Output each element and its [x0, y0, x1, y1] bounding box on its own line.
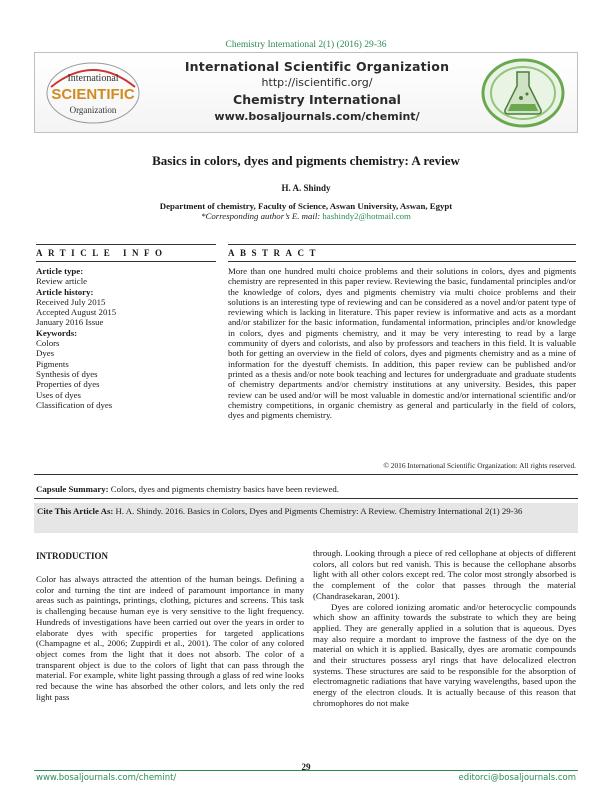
- page-number: 29: [301, 762, 311, 772]
- keyword-item: Classification of dyes: [36, 399, 113, 410]
- abstract-text: More than one hundred multi choice problems and their solutions in colors, dyes and pigments chemistry are represented in this paper review. Reviewing the basic, fundamental principles and/or the knowledge of colors, dyes and pigments chemistry via multi choice problems and their solutions is an interesting type of reviewing and can be considered as a novel and/or patent type of reviewing which is lacking in literature. This paper review is informative and acts as a mordant and/or stabilizer for the basic information, fundamental information, principles and/or knowledge in colors, dyes and pigments chemistry, and it may be very interesting to read by a large community of dyers and colorists, and also by professors and teachers in this field. It is valuable both for getting an overview in the field of colors, dyes and pigments chemistry and as a mine of information for the dyestuff chemists. In addition, this paper review can be published and/or printed as a thesis and/or note book teaching and lectures for undergraduate and graduate students of chemistry departments and/or chemistry institutions at any university. Besides, this paper review can be used and/or will be most valuable in domestic and/or international scientific and/or chemistry competitions, in organic chemistry as general and particularly in the field of colors, dyes and pigments chemistry.: [228, 266, 576, 421]
- copyright-notice: © 2016 International Scientific Organization: All rights reserved.: [383, 461, 576, 470]
- banner-url: http://iscientific.org/: [261, 76, 373, 89]
- footer-email-link[interactable]: editorci@bosaljournals.com: [458, 773, 576, 783]
- info-bottom-rule: [36, 261, 216, 262]
- article-type-label: Article type:: [36, 266, 84, 276]
- cite-label: Cite This Article As:: [37, 506, 114, 516]
- keyword-item: Uses of dyes: [36, 389, 81, 400]
- cite-text: H. A. Shindy. 2016. Basics in Colors, Dyes and Pigments Chemistry: A Review. Chemistry International 2(1) 29-36: [113, 506, 523, 516]
- history-received: Received July 2015: [36, 296, 106, 307]
- logo-text-organization: Organization: [69, 105, 117, 115]
- capsule-label: Capsule Summary:: [36, 484, 109, 494]
- history-accepted: Accepted August 2015: [36, 307, 117, 318]
- corresponding-label: *Corresponding author’s E. mail:: [201, 211, 321, 221]
- capsule-text: Colors, dyes and pigments chemistry basics have been reviewed.: [108, 484, 339, 494]
- keyword-item: Properties of dyes: [36, 379, 100, 390]
- keyword-item: Dyes: [36, 348, 55, 359]
- article-info: [36, 266, 216, 410]
- banner-website: www.bosaljournals.com/chemint/: [214, 110, 420, 123]
- article-info-heading: ARTICLE INFO: [36, 248, 168, 258]
- journal-reference: Chemistry International 2(1) (2016) 29-36: [225, 40, 387, 50]
- corresponding-author: [0, 211, 612, 221]
- scientific-organization-logo: [41, 57, 145, 129]
- introduction-heading: INTRODUCTION: [36, 551, 109, 561]
- logo-text-scientific: SCIENTIFIC: [51, 86, 135, 103]
- capsule-summary: [36, 484, 576, 494]
- body-paragraph: Dyes are colored ionizing aromatic and/or heterocyclic compounds which show an affinity towards the substrate to which they are being applied. They are generally applied in a solution that is aqueous. Dyes may also require a mordant to improve the fastness of the dye on the material on which it is applied. Basically, dyes are aromatic compounds and their structures possess aryl rings that have delocalized electron systems. These structures are said to be responsible for the absorption of electromagnetic radiations that have varying wavelengths, based upon the energy of the electron clouds. It is actually because of this reason that chromophores do not make: [313, 601, 576, 708]
- intro-paragraph: Color has always attracted the attention of the human beings. Defining a color and turning the tint are indeed of paramount importance in many areas such as paintings, printings, clothing, pictures and screens. This task is challenging because human eye is very sensitive to the light frequency. Hundreds of investigations have been carried out over the years in order to elaborate dyes with specific properties for targeted applications (Champagne et al., 2006; Zuppirdi et al., 2001). The color of any colored object comes from the light that it does not absorb. The color of a transparent object is due to the colors of light that can pass through the material. For example, white light passing through a glass of red wine looks red because the wine has absorbed the other colors, and lets only the red light pass: [36, 574, 304, 702]
- footer-rule: [34, 770, 578, 771]
- article-history-label: Article history:: [36, 286, 94, 297]
- footer-website-link[interactable]: www.bosaljournals.com/chemint/: [36, 773, 177, 783]
- abstract-top-rule: [228, 244, 576, 245]
- banner-org-name: International Scientific Organization: [184, 59, 450, 74]
- keyword-item: Synthesis of dyes: [36, 368, 98, 379]
- logo-text-international: International: [67, 73, 119, 84]
- body-right-column: [313, 548, 576, 709]
- info-top-rule: [36, 244, 216, 245]
- keyword-item: Pigments: [36, 358, 69, 369]
- author-affiliation: Department of chemistry, Faculty of Science, Aswan University, Aswan, Egypt: [159, 201, 453, 211]
- abstract-heading: ABSTRACT: [228, 248, 322, 258]
- abstract-bottom-rule: [228, 261, 576, 262]
- banner-journal-name: Chemistry International: [233, 92, 401, 107]
- journal-banner: [34, 52, 578, 133]
- cite-box: [34, 503, 578, 533]
- keywords-label: Keywords:: [36, 327, 78, 338]
- flask-emblem-icon: [475, 56, 571, 130]
- paper-title: Basics in colors, dyes and pigments chemistry: A review: [152, 153, 460, 168]
- article-type-value: Review article: [36, 276, 88, 287]
- body-left-column: [36, 574, 304, 702]
- capsule-top-rule: [34, 474, 578, 475]
- keyword-item: Colors: [36, 338, 60, 349]
- history-issue: January 2016 Issue: [36, 317, 104, 328]
- corresponding-email[interactable]: hashindy2@hotmail.com: [322, 211, 411, 221]
- capsule-bottom-rule: [34, 498, 578, 499]
- author-name: H. A. Shindy: [281, 183, 331, 193]
- body-paragraph: through. Looking through a piece of red cellophane at objects of different colors, all colors but red vanish. This is because the cellophane absorbs light with all other colors except red. The color most strongly absorbed is the complement of the color that passes through the material (Chandrasekaran, 2001).: [313, 548, 576, 601]
